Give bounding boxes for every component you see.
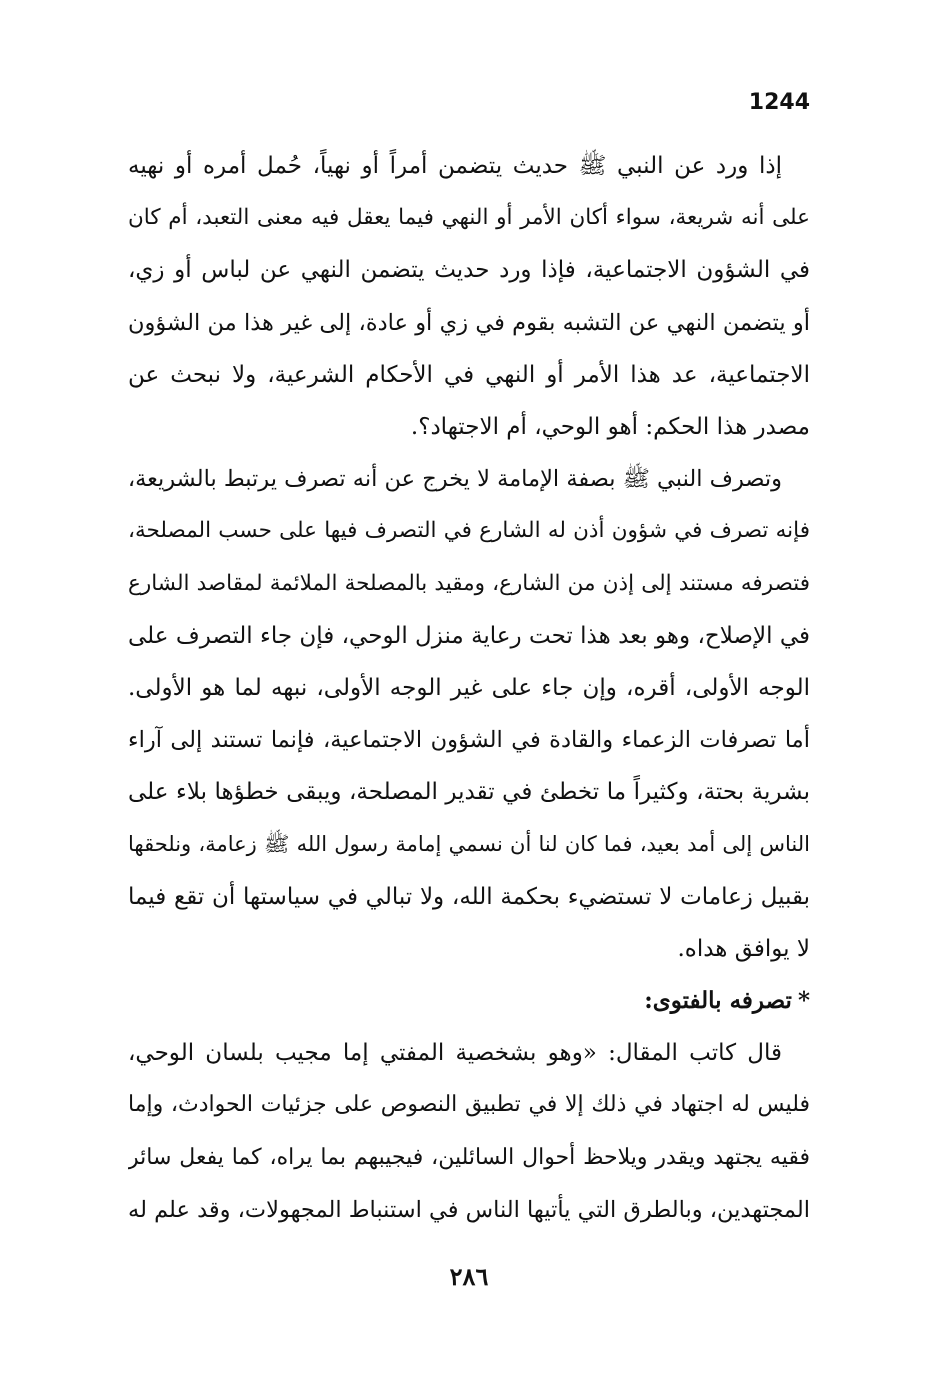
text-line: فتصرفه مستند إلى إذن من الشارع، ومقيد بالمصلحة الملائمة لمقاصد الشارع <box>128 570 810 596</box>
text-line: لا يوافق هداه. <box>677 935 810 962</box>
body-text <box>128 140 810 1236</box>
text-line: بشرية بحتة، وكثيراً ما تخطئ في تقدير المصلحة، ويبقى خطؤها بلاء على <box>128 779 810 806</box>
reference-number: 1244 <box>748 90 810 115</box>
text-line: فإنه تصرف في شؤون أذن له الشارع في التصرف فيها على حسب المصلحة، <box>128 518 810 544</box>
text-line: على أنه شريعة، سواء أكان الأمر أو النهي فيما يعقل فيه معنى التعبد، أم كان <box>128 205 810 231</box>
text-line: في الشؤون الاجتماعية، فإذا ورد حديث يتضمن النهي عن لباس أو زي، <box>128 257 810 284</box>
text-line: قال كاتب المقال: «وهو بشخصية المفتي إما مجيب بلسان الوحي، <box>128 1040 782 1067</box>
text-line: إذا ورد عن النبي ﷺ حديث يتضمن أمراً أو نهياً، حُمل أمره أو نهيه <box>128 153 782 179</box>
text-line: أما تصرفات الزعماء والقادة في الشؤون الاجتماعية، فإنما تستند إلى آراء <box>128 727 810 754</box>
text-line: مصدر هذا الحكم: أهو الوحي، أم الاجتهاد؟. <box>410 413 810 440</box>
paragraph-2 <box>128 453 810 714</box>
text-line: أو يتضمن النهي عن التشبه بقوم في زي أو عادة، إلى غير هذا من الشؤون <box>128 309 810 336</box>
text-line: المجتهدين، وبالطرق التي يأتيها الناس في استنباط المجهولات، وقد علم له <box>128 1196 810 1223</box>
text-line: الناس إلى أمد بعيد، فما كان لنا أن نسمي إمامة رسول الله ﷺ زعامة، ونلحقها <box>128 832 810 857</box>
text-line: فليس له اجتهاد في ذلك إلا في تطبيق النصوص على جزئيات الحوادث، وإما <box>128 1092 810 1118</box>
paragraph-4 <box>128 1027 810 1236</box>
page-number: ٢٨٦ <box>449 1262 489 1291</box>
text-line: الوجه الأولى، أقره، وإن جاء على غير الوجه الأولى، نبهه لما هو الأولى. <box>128 674 810 701</box>
asterisk-icon: * <box>797 987 810 1014</box>
text-line: بقبيل زعامات لا تستضيء بحكمة الله، ولا تبالي في سياستها أن تقع فيما <box>128 883 810 910</box>
paragraph-1 <box>128 140 810 453</box>
text-line: وتصرف النبي ﷺ بصفة الإمامة لا يخرج عن أنه تصرف يرتبط بالشريعة، <box>128 466 782 493</box>
section-heading-title: تصرفه بالفتوى: <box>644 987 792 1014</box>
paragraph-3 <box>128 714 810 975</box>
text-line: في الإصلاح، وهو بعد هذا تحت رعاية منزل الوحي، فإن جاء التصرف على <box>128 622 810 649</box>
text-line: الاجتماعية، عد هذا الأمر أو النهي في الأحكام الشرعية، ولا نبحث عن <box>128 361 810 388</box>
section-heading <box>128 975 810 1027</box>
text-line: فقيه يجتهد ويقدر ويلاحظ أحوال السائلين، فيجيبهم بما يراه، كما يفعل سائر <box>128 1144 810 1170</box>
